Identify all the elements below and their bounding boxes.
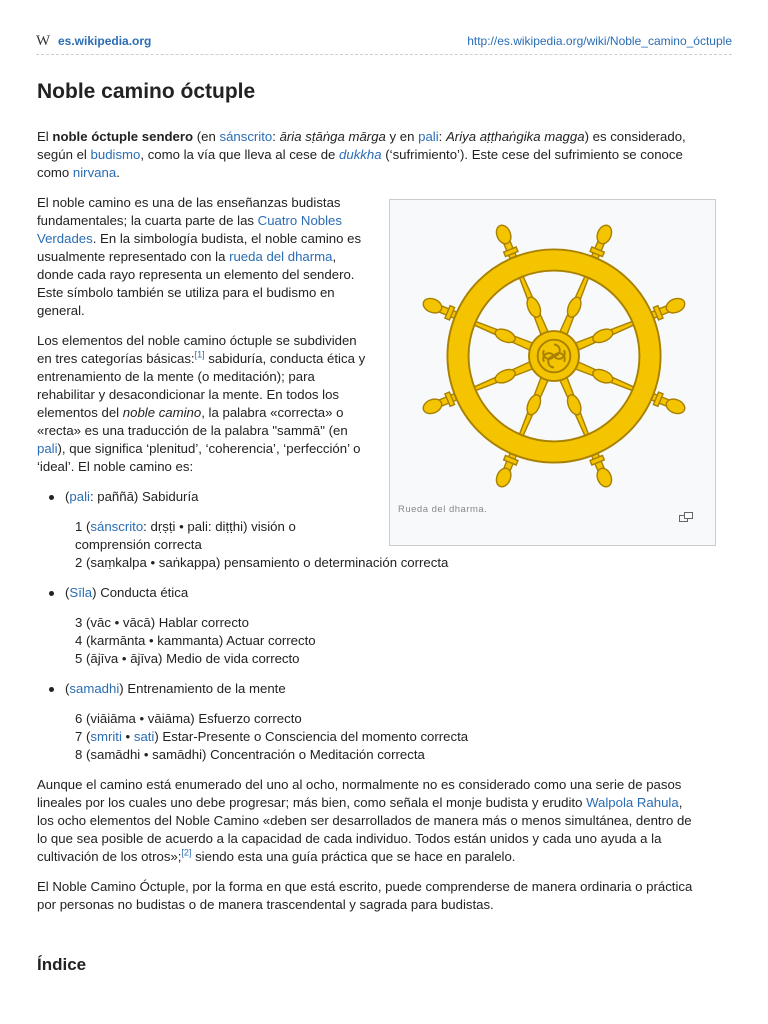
list-item-mente: (samadhi) Entrenamiento de la mente 6 (viāiāma • vāiāma) Esfuerzo correcto 7 (smriti • sati) Estar-Presente o Consciencia del momento correcta 8 (samādhi • samādhi) Concentración o Meditación correcta: [37, 680, 697, 764]
page-url-link[interactable]: http://es.wikipedia.org/wiki/Noble_camino_óctuple: [467, 34, 732, 48]
link-smriti[interactable]: smriti: [90, 729, 122, 744]
link-rueda-del-dharma[interactable]: rueda del dharma: [229, 249, 333, 264]
index-heading: Índice: [37, 955, 87, 974]
link-pali-3[interactable]: pali: [69, 489, 90, 504]
paragraph-2: El noble camino es una de las enseñanzas budistas fundamentales; la cuarta parte de las Cuatro Nobles Verdades. En la simbología budista, el noble camino es usualmente representado con la rueda del dharma, donde cada rayo representa un elemento del sendero. Este símbolo también se utiliza para el budismo en general.: [37, 195, 362, 318]
list-item: 7 (smriti • sati) Estar-Presente o Consciencia del momento correcta: [75, 729, 469, 744]
figure-caption: Rueda del dharma.: [398, 504, 488, 515]
list-item: 6 (viāiāma • vāiāma) Esfuerzo correcto: [75, 711, 302, 726]
list-item-conducta: (Sīla) Conducta ética 3 (vāc • vācā) Hablar correcto 4 (karmānta • kammanta) Actuar correcto 5 (ājīva • ājīva) Medio de vida correcto: [37, 584, 697, 668]
sublist-sabiduria: [75, 518, 697, 572]
link-budismo[interactable]: budismo: [90, 147, 141, 162]
link-samadhi[interactable]: samadhi: [69, 681, 120, 696]
paragraph-4: Aunque el camino está enumerado del uno al ocho, normalmente no es considerado como una serie de pasos lineales por los cuales uno debe progresar; más bien, como señala el monje budista y erudito Walpola Rahula, los ocho elementos del Noble Camino «deben ser desarrollados de manera más o menos simultánea, dentro de lo que sea posible de acuerdo a la capacidad de cada individuo. Todos están unidos y cada uno ayuda a la cultivación de los otros»;[2] siendo esta una guía práctica que se hace en paralelo.: [37, 777, 692, 864]
list-item: 3 (vāc • vācā) Hablar correcto: [75, 615, 249, 630]
link-walpola-rahula[interactable]: Walpola Rahula: [586, 795, 679, 810]
site-link[interactable]: es.wikipedia.org: [58, 34, 152, 48]
list-item: 5 (ājīva • ājīva) Medio de vida correcto: [75, 651, 300, 666]
list-item: 1 (sánscrito: dṛṣṭi • pali: diṭṭhi) visión o comprensión correcta: [75, 519, 296, 552]
link-nirvana[interactable]: nirvana: [72, 165, 117, 180]
path-elements-list: [37, 488, 697, 764]
list-item-sabiduria: (pali: paññā) Sabiduría 1 (sánscrito: dṛṣṭi • pali: diṭṭhi) visión o comprensión correcta 2 (saṃkalpa • saṅkappa) pensamiento o determinación correcta: [37, 488, 697, 572]
paragraph-5: El Noble Camino Óctuple, por la forma en que está escrito, puede comprenderse de manera ordinaria o práctica por personas no budistas o de manera trascendental y sagrada para budistas.: [37, 879, 693, 912]
link-sanscrito[interactable]: sánscrito: [219, 129, 273, 144]
link-sati[interactable]: sati: [133, 729, 155, 744]
sublist-mente: [75, 710, 697, 764]
article-body: [37, 128, 697, 926]
list-item: 2 (saṃkalpa • saṅkappa) pensamiento o determinación correcta: [75, 555, 449, 570]
link-pali-2[interactable]: pali: [37, 441, 58, 456]
wikipedia-logo-icon[interactable]: W: [36, 33, 51, 49]
link-pali[interactable]: pali: [418, 129, 439, 144]
intro-paragraph: El noble óctuple sendero (en sánscrito: āria sṭāṅga mārga y en pali: Ariya aṭṭhaṅgika magga) es considerado, según el budismo, como la vía que lleva al cese de dukkha (‘sufrimiento’). Este cese del sufrimiento se conoce como nirvana.: [37, 129, 686, 180]
sublist-conducta: [75, 614, 697, 668]
link-sanscrito-2[interactable]: sánscrito: [90, 519, 144, 534]
page-title: Noble camino óctuple: [37, 80, 256, 103]
header-bar: [36, 30, 732, 55]
link-dukkha[interactable]: dukkha: [339, 147, 382, 162]
link-sila[interactable]: Sīla: [69, 585, 93, 600]
list-item: 8 (samādhi • samādhi) Concentración o Meditación correcta: [75, 747, 425, 762]
paragraph-3: Los elementos del noble camino óctuple se subdividen en tres categorías básicas:[1] sabiduría, conducta ética y entrenamiento de la mente (o meditación); para rehabilitar y desacondicionar la mente. En todos los elementos del noble camino, la palabra «correcta» o «recta» es una traducción de la palabra "sammā" (en pali), que significa ‘plenitud’, ‘coherencia’, ‘perfección’ o ‘ideal’. El noble camino es:: [37, 333, 366, 474]
list-item: 4 (karmānta • kammanta) Actuar correcto: [75, 633, 316, 648]
citation-2[interactable]: [2]: [181, 847, 192, 858]
link-cuatro-nobles-verdades[interactable]: Cuatro Nobles Verdades: [37, 213, 342, 246]
citation-1[interactable]: [1]: [194, 349, 205, 360]
